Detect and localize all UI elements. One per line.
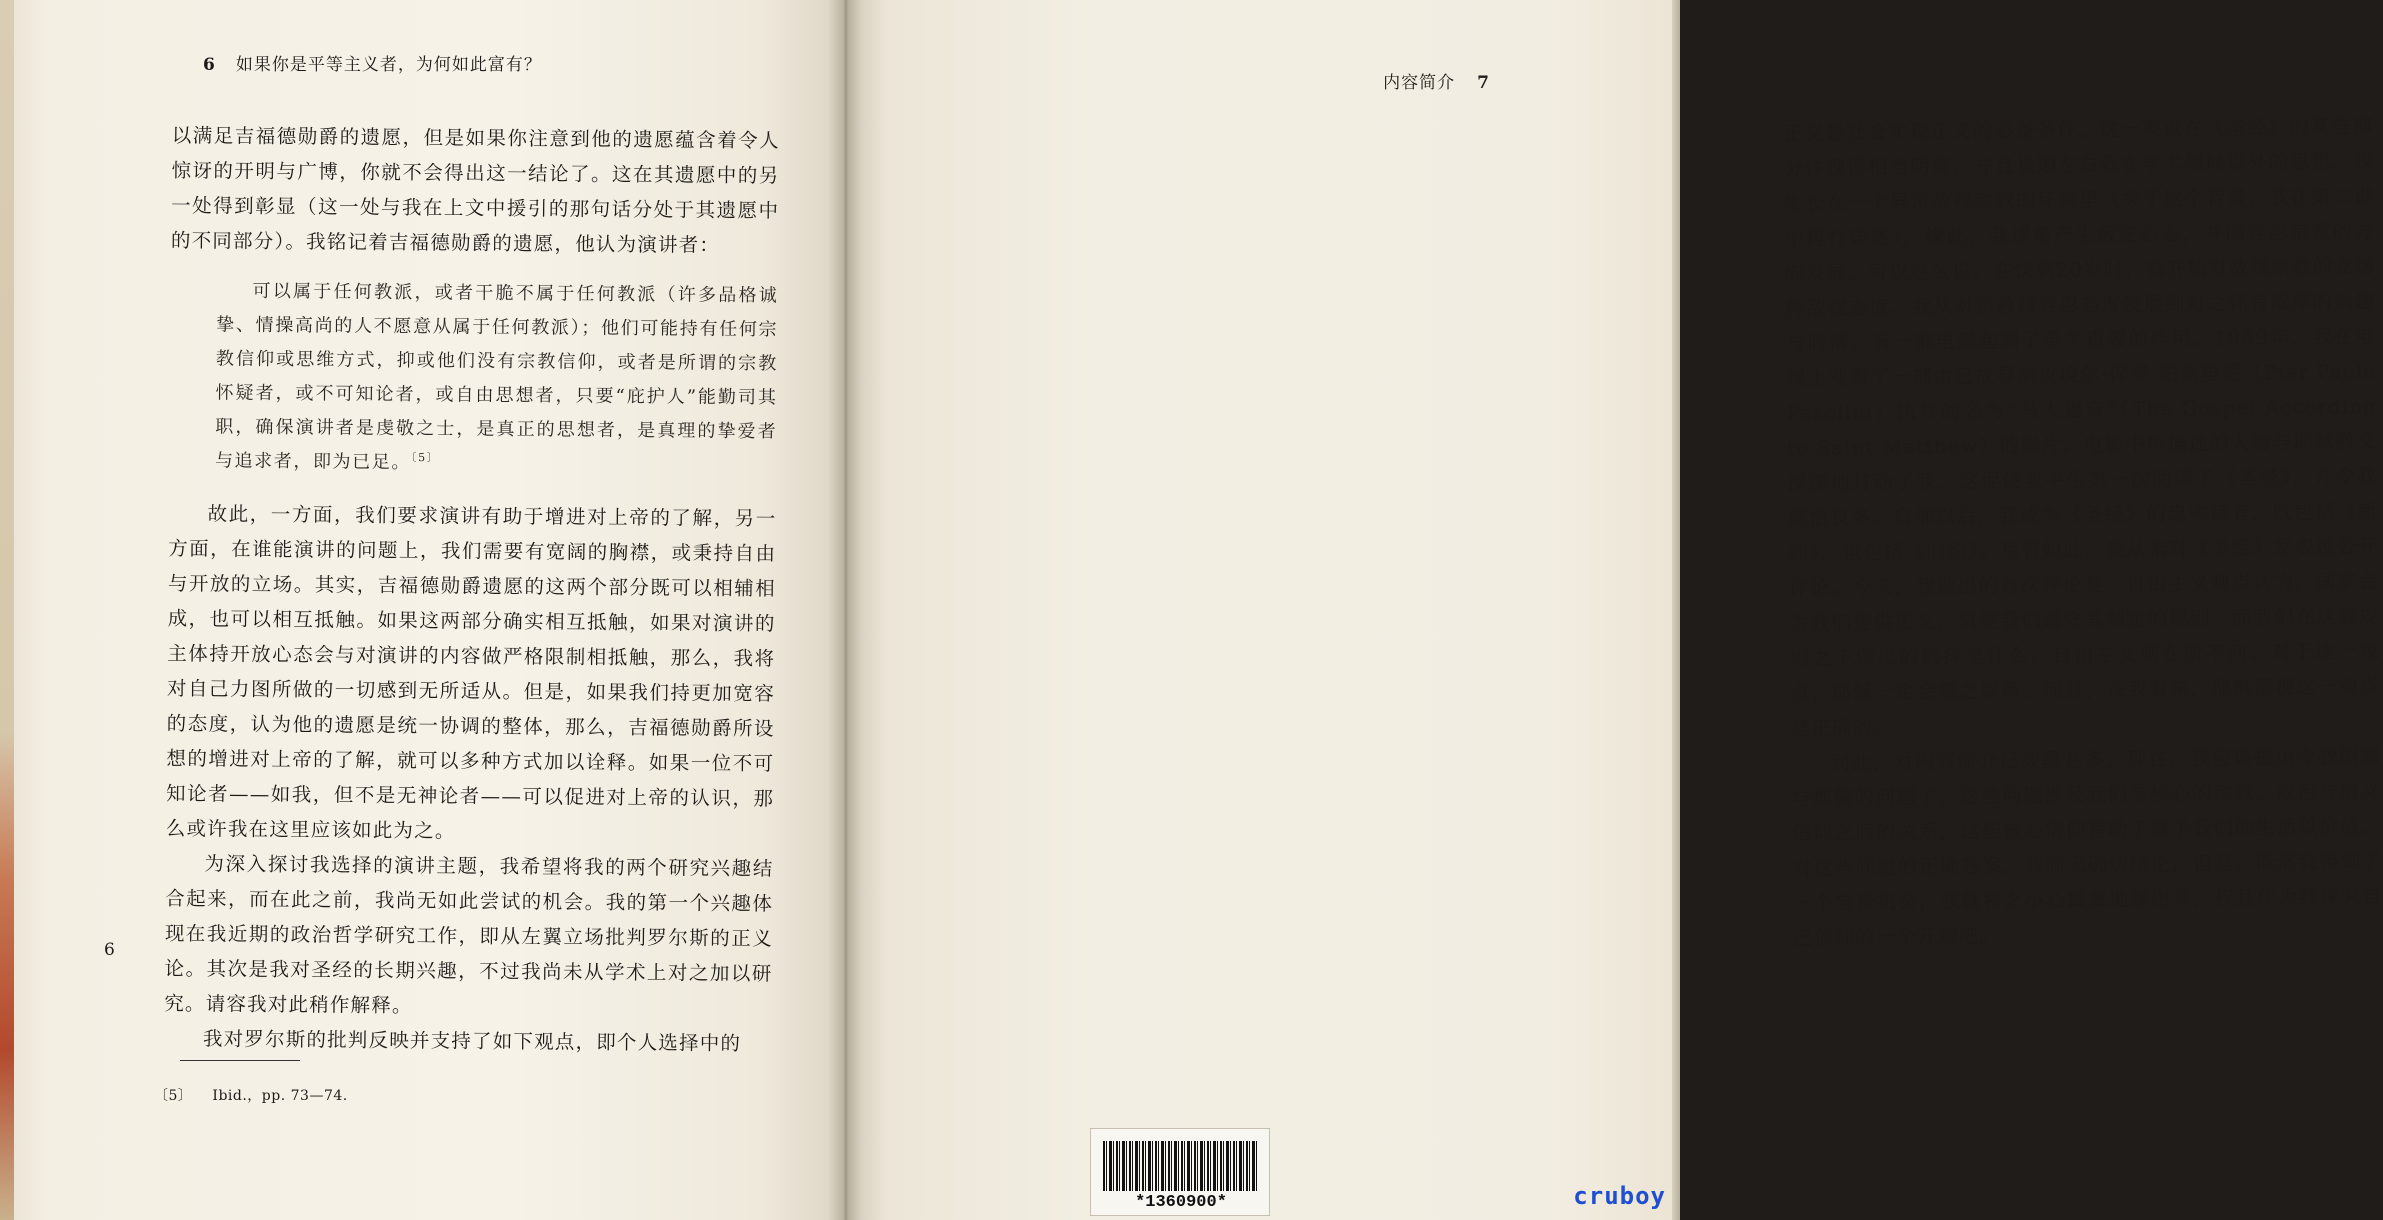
left-paragraph-2: 故此，一方面，我们要求演讲有助于增进对上帝的了解，另一方面，在谁能演讲的问题上，我们需要有宽阔的胸襟，或秉持自由与开放的立场。其实，吉福德勋爵遗愿的这两个部分既可以相辅相成，也可以相互抵触。如果这两部分确实相互抵触，如果对演讲的主体持开放心态会与对演讲的内容做严格限制相抵触，那么，我将对自己力图所做的一切感到无所适从。但是，如果我们持更加宽容的态度，认为他的遗愿是统一协调的整体，那么，吉福德勋爵所设想的增进对上帝的了解，就可以多种方式加以诠释。如果一位不可知论者——如我，但不是无神论者——可以促进对上帝的认识，那么或许我在这里应该如此为之。 [165, 502, 777, 843]
right-body-text [1783, 109, 2383, 956]
block-quote [169, 274, 779, 483]
running-head-title-left: 如果你是平等主义者，为何如此富有？ [235, 55, 542, 75]
footnote-reference: 〔5〕 [410, 451, 440, 465]
library-barcode-sticker [1090, 1128, 1270, 1216]
page-edge-right [1672, 0, 1680, 1220]
page-number-right: 7 [1477, 73, 1490, 93]
running-head-right [1383, 68, 1490, 93]
right-page [845, 0, 2383, 1220]
running-head-title-right: 内容简介 [1383, 73, 1456, 93]
left-paragraph-1: 以满足吉福德勋爵的遗愿，但是如果你注意到他的遗愿蕴含着令人惊讶的开明与广博，你就不会得出这一结论了。这在其遗愿中的另一处得到彰显（这一处与我在上文中援引的那句话分处于其遗愿中的不同部分）。我铭记着吉福德勋爵的遗愿，他认为演讲者： [170, 123, 780, 257]
footnote [154, 1085, 348, 1105]
barcode-number: *1360900* [1135, 1193, 1227, 1212]
page-number-left: 6 [203, 55, 216, 75]
left-paragraph-4: 我对罗尔斯的批判反映并支持了如下观点，即个人选择中的 [202, 1027, 742, 1056]
footnote-text: Ibid.，pp. 73—74. [212, 1088, 348, 1104]
right-paragraph-1: 正义是社会实现正义的必备条件。这一观点在《圣经》的某些部分体现得相当明显，并且长期左右我在学术领域以外的思想。我生长在一个异常敌视宗教的环境里（关于这个背景，我在第二讲中再行详述），缘此，我逐渐产生叛逆心态，并向容忍宗教的方向发展。可以这么说，在快到20岁时，我开始对敌视宗教的立场持敌视态度。我从对宗教持容忍态度发展到对之怀有浓厚的兴趣与同情，有一部电影起到了至关重要的作用。1969年，我在电视上观看了一部由已故导演皮埃尔·保罗·帕索里尼（Pier Paolo Pasolini）执导的名为“马太福音”（The Gospel According to Saint Matthew）的影片。电影中所描述的人物与耶稣教义深深地打动了我，这促使我平生第一次阅读了《圣经》，并令我感悟良多。自那以后，我成为《圣经》的忠实读者，既包括《新约》，也包括《旧约》。尽管如此，我从未对《圣经》发表过公开评论。今天，我做出的首次评论是：自由主义观点认为，国家会为我们提供正义，只要我们遵守其制定的规则；而我们在这套规则之下做出的选择是什么，自由主义则在所不问。对于这一观点，耶稣一定会嗤之以鼻。而且，在我看来，耶稣鄙视这一观点是正确的。 [1783, 114, 2381, 740]
book-gutter [828, 0, 862, 1220]
footnote-divider [180, 1060, 300, 1061]
footnote-mark: 〔5〕 [154, 1088, 193, 1104]
running-head-left [203, 50, 542, 75]
left-paragraph-3: 为深入探讨我选择的演讲主题，我希望将我的两个研究兴趣结合起来，而在此之前，我尚无如此尝试的机会。我的第一个兴趣体现在我近期的政治哲学研究工作，即从左翼立场批判罗尔斯的正义论。其次是我对圣经的长期兴趣，不过我尚未从学术上对之加以研究。请容我对此稍作解释。 [164, 852, 774, 1018]
right-paragraph-2: 到此，对内容简介已泼墨甚多。现在，我应该提出令我困惑与烦恼的问题了，这些问题涉及我们与核心的宗教、政治与道义信仰之间的关系，这些核心信仰有助于赋予我们的生活以价值。对这些问题的正确答案，我尚无确切结论，但是，既然我得到了一个宝贵机会，我就将之小心翼翼地提出来，权且作为我探究自己信仰的一个开端吧。 [1791, 744, 2383, 950]
barcode-icon [1103, 1141, 1259, 1191]
left-body-text [164, 118, 780, 1061]
left-page [0, 0, 845, 1220]
watermark-text: cruboy [1573, 1182, 1666, 1210]
page-edge-left [0, 0, 14, 1220]
margin-page-number: 6 [104, 940, 115, 960]
quote-body: 可以属于任何教派，或者干脆不属于任何教派（许多品格诚挚、情操高尚的人不愿意从属于任何教派）；他们可能持有任何宗教信仰或思维方式，抑或他们没有宗教信仰，或者是所谓的宗教怀疑者，或不可知论者，或自由思想者，只要“庇护人”能勤司其职，确保演讲者是虔敬之士，是真正的思想者，是真理的挚爱者与追求者，即为已足。 [214, 280, 779, 474]
quote-text [215, 274, 779, 483]
